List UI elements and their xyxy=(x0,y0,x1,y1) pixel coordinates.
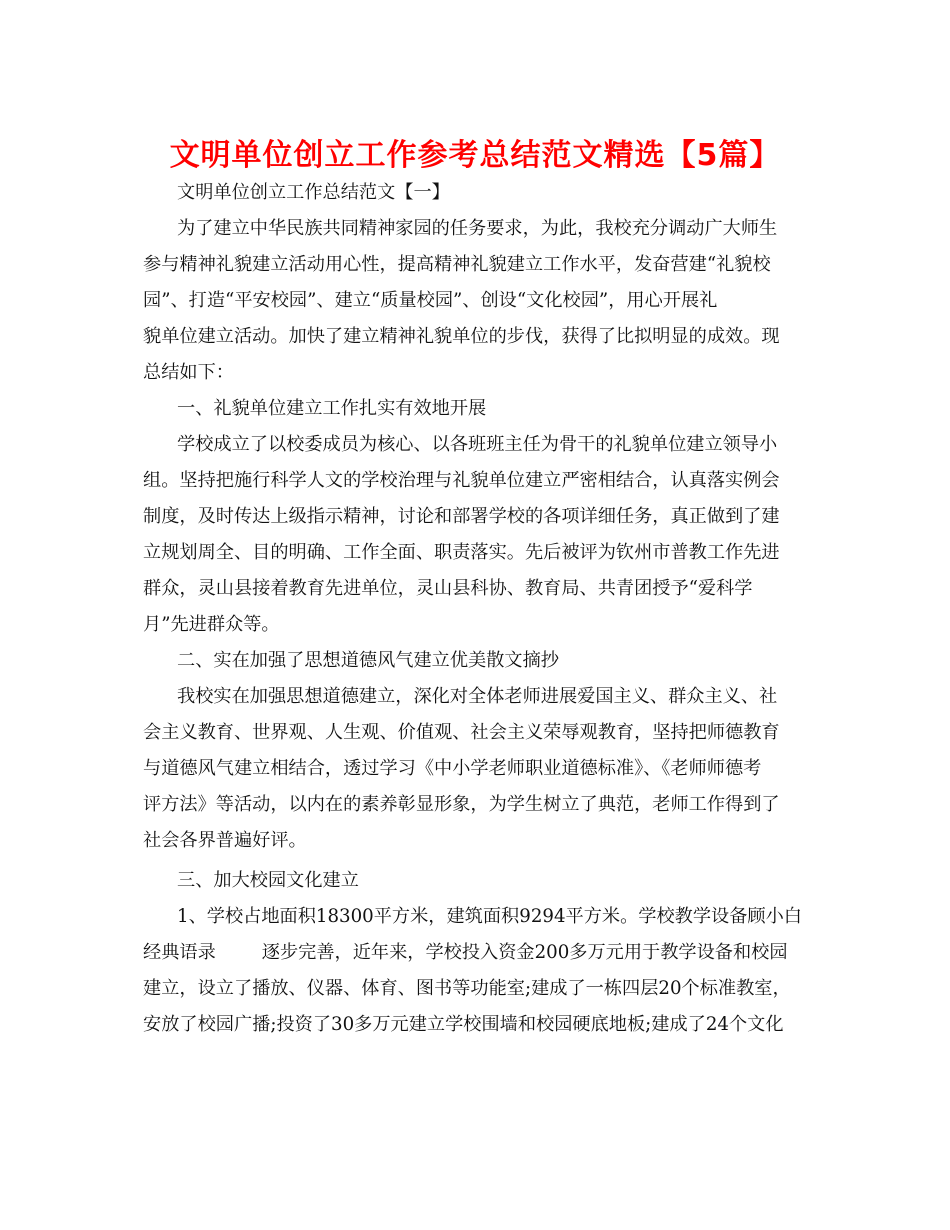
paragraph-line: 与道德风气建立相结合，透过学习《中小学老师职业道德标准》、《老师师德考 xyxy=(143,758,762,779)
paragraph-line: 评方法》等活动，以内在的素养彰显形象，为学生树立了典范，老师工作得到了 xyxy=(143,794,780,815)
paragraph-line: 社会各界普遍好评。 xyxy=(143,830,307,851)
paragraph-line: 立规划周全、目的明确、工作全面、职责落实。先后被评为钦州市普教工作先进 xyxy=(143,542,780,563)
subheading-3: 三、加大校园文化建立 xyxy=(177,870,359,891)
paragraph-fragment: 经典语录 xyxy=(143,942,216,963)
section-heading-1: 文明单位创立工作总结范文【一】 xyxy=(177,182,450,203)
subheading-1: 一、礼貌单位建立工作扎实有效地开展 xyxy=(177,398,487,419)
paragraph-line: 为了建立中华民族共同精神家园的任务要求，为此，我校充分调动广大师生 xyxy=(177,218,778,239)
paragraph-line: 安放了校园广播;投资了30多万元建立学校围墙和校园硬底地板;建成了24个文化 xyxy=(143,1014,784,1035)
paragraph-line: 总结如下： xyxy=(143,362,234,383)
paragraph-fragment: 逐步完善，近年来，学校投入资金200多万元用于教学设备和校园 xyxy=(261,942,788,963)
paragraph-line: 参与精神礼貌建立活动用心性，提高精神礼貌建立工作水平，发奋营建“礼貌校 xyxy=(143,254,771,275)
paragraph-line: 月”先进群众等。 xyxy=(143,614,280,635)
paragraph-line: 建立，设立了播放、仪器、体育、图书等功能室;建成了一栋四层20个标准教室， xyxy=(143,978,791,999)
paragraph-line: 学校成立了以校委成员为核心、以各班班主任为骨干的礼貌单位建立领导小 xyxy=(177,434,778,455)
paragraph-line: 貌单位建立活动。加快了建立精神礼貌单位的步伐，获得了比拟明显的成效。现 xyxy=(143,326,780,347)
paragraph-line: 园”、打造“平安校园”、建立“质量校园”、创设“文化校园”，用心开展礼 xyxy=(143,290,718,311)
paragraph-line: 制度，及时传达上级指示精神，讨论和部署学校的各项详细任务，真正做到了建 xyxy=(143,506,780,527)
paragraph-line: 群众，灵山县接着教育先进单位，灵山县科协、教育局、共青团授予“爱科学 xyxy=(143,578,753,599)
paragraph-line xyxy=(143,936,788,970)
subheading-2: 二、实在加强了思想道德风气建立优美散文摘抄 xyxy=(177,650,559,671)
paragraph-line: 组。坚持把施行科学人文的学校治理与礼貌单位建立严密相结合，认真落实例会 xyxy=(143,470,780,491)
paragraph-line: 会主义教育、世界观、人生观、价值观、社会主义荣辱观教育，坚持把师德教育 xyxy=(143,722,780,743)
document-title: 文明单位创立工作参考总结范文精选【5篇】 xyxy=(169,138,781,173)
document-body xyxy=(143,176,807,1036)
paragraph-line: 我校实在加强思想道德建立，深化对全体老师进展爱国主义、群众主义、社 xyxy=(177,686,778,707)
paragraph-line: 1、学校占地面积18300平方米，建筑面积9294平方米。学校教学设备顾小白 xyxy=(177,906,802,927)
